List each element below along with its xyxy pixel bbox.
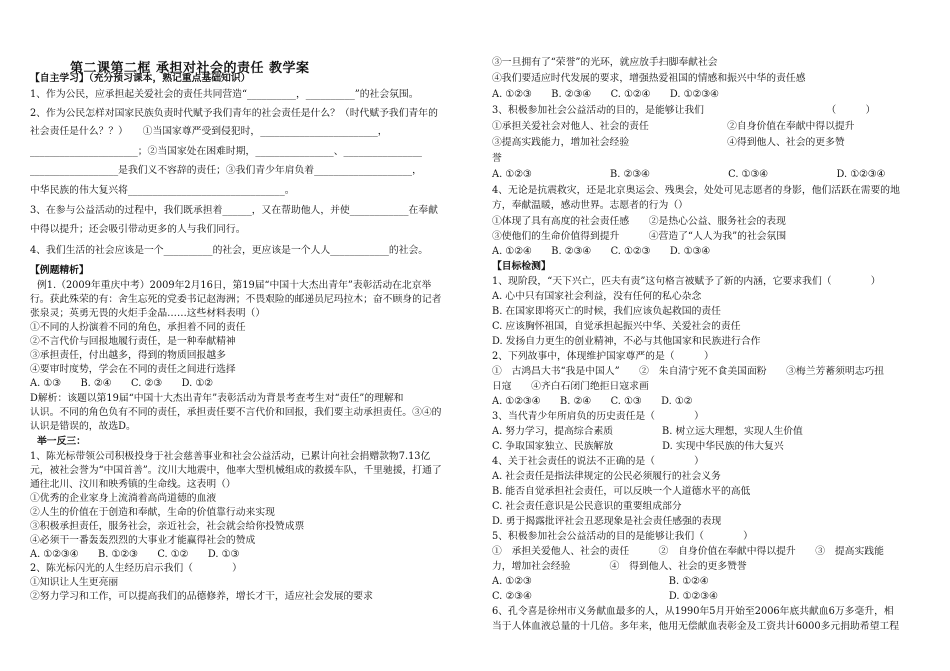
text-line: ③提高实践能力，增加社会经验 ④得到他人、社会的更多赞 — [492, 137, 845, 148]
text-line: 行。获此殊荣的有：舍生忘死的党委书记赵海洲；不畏艰险的邮递员尼玛拉木；奋不顾身的记者 — [30, 294, 442, 305]
text-line: ① 承担关爱他人、社会的责任 ② 自身价值在奉献中得以提升 ③ 提高实践能 — [492, 546, 884, 557]
section-heading-practice: 举一反三： — [37, 436, 86, 447]
text-line: 元，被社会誉为“中国首善”。汶川大地震中，他率大型机械组成的救援车队，千里驰援，打通了 — [30, 465, 442, 476]
text-line: ______________________；②当国家处在困难时期，________________、________________ — [30, 146, 422, 157]
text-line: 1、陈光标带领公司积极投身于社会慈善事业和社会公益活动，已累计向社会捐赠款物7.13亿 — [30, 451, 431, 462]
text-line: 社会责任是什么？？） ①当国家尊严受到侵犯时，________________________， — [30, 126, 388, 137]
text-line: 3、当代青少年所肩负的历史责任是（ ） — [492, 411, 704, 422]
text-line: C. 应该胸怀祖国，自觉承担起振兴中华、关爱社会的责任 — [492, 321, 741, 332]
text-line: A. ①②③ B. ②③④ C. ①③④ D. ①②③④ — [492, 169, 886, 180]
section-heading-examples: 【例题精析】 — [30, 265, 89, 276]
text-line: 例1.（2009年重庆中考）2009年2月16日，第19届“中国十大杰出青年”表彰活动在北京举 — [37, 280, 432, 291]
text-line: ①优秀的企业家身上流淌着高尚道德的血液 — [30, 493, 217, 504]
text-line: D. 发扬自力更生的创业精神，不必与其他国家和民族进行合作 — [492, 336, 761, 347]
text-line: 力，增加社会经验 ④ 得到他人、社会的更多赞誉 — [492, 561, 747, 572]
text-line: A. ①②③ B. ②③④ C. ①②④ D. ①②③④ — [492, 89, 719, 100]
text-line: A. ①②③ B. ①②④ — [492, 576, 709, 587]
text-line: 方，奉献温暖，感动世界。志愿者的行为（） — [492, 200, 688, 211]
text-line: ④必须干一番轰轰烈烈的大事业才能赢得社会的赞成 — [30, 535, 256, 546]
text-line: D解析：该题以第19届“中国十大杰出青年”表彰活动为背景考查考生对“责任”的理解和 — [30, 393, 404, 404]
text-line: ③一旦拥有了“荣誉”的光环，就应放手扫脚奉献社会 — [492, 57, 718, 68]
section-heading-self-study: 【自主学习】（充分预习课本，熟记重点基础知识） — [30, 73, 251, 84]
section-heading-target-check: 【目标检测】 — [492, 261, 551, 272]
text-line: ②人生的价值在于创造和奉献，生命的价值靠行动来实现 — [30, 507, 275, 518]
text-line: ①知识让人生更亮丽 — [30, 577, 119, 588]
text-line: C. 社会责任意识是公民意识的重要组成部分 — [492, 501, 682, 512]
text-line: A. 心中只有国家社会利益，没有任何的私心杂念 — [492, 291, 702, 302]
text-line: ①承担关爱社会对他人、社会的责任 ②自身价值在奉献中得以提升 — [492, 121, 855, 132]
text-line: 1、现阶段，“天下兴亡，匹夫有责”这句格言被赋予了新的内涵，它要求我们（ ） — [492, 276, 881, 287]
text-line: ②努力学习和工作，可以提高我们的品德修养，增长才干，适应社会发展的要求 — [30, 591, 373, 602]
text-line: 5、积极参加社会公益活动的目的是能够让我们（ ） — [492, 531, 753, 542]
text-line: 日寇 ④齐白石闭门绝拒日寇求画 — [492, 381, 649, 392]
text-line: A. ①③ B. ②④ C. ②③ D. ①② — [30, 378, 213, 389]
text-line: 当于人体血液总量的十几倍。多年来，他用无偿献血表彰金及工资共计6000多元捐助希望工程 — [492, 621, 900, 632]
text-line: A. ①②③④ B. ①②③ C. ①② D. ①③ — [30, 549, 240, 560]
text-line: 誉 — [492, 153, 502, 164]
text-line: 2、陈光标闪光的人生经历启示我们（ ） — [30, 563, 242, 574]
text-line: ③使他们的生命价值得到提升 ④营造了“人人为我”的社会氛围 — [492, 231, 787, 242]
text-line: A. ①②③④ B. ②④ C. ①③ D. ①② — [492, 396, 693, 407]
text-line: 3、在参与公益活动的过程中，我们既承担着______，又在帮助他人，并使____________在奉献 — [30, 205, 438, 216]
text-line: 6、孔令喜是徐州市义务献血最多的人，从1990年5月开始至2006年底共献血6万多毫升，相 — [492, 606, 894, 617]
text-line: 4、我们生活的社会应该是一个__________的社会，更应该是一个人人____________的社会。 — [30, 245, 429, 256]
text-line: ① 古鸿昌大书“我是中国人” ② 朱自清宁死不食美国面粉 ③梅兰芳蓄须明志巧扭 — [492, 366, 885, 377]
text-line: 2、下列故事中，体现维护国家尊严的是（ ） — [492, 351, 714, 362]
page-title: 第二课第二框 承担对社会的责任 教学案 — [70, 61, 310, 76]
text-line: __________________是我们义不容辞的责任；③我们青少年肩负着____________________， — [30, 165, 422, 176]
text-line: D. 勇于揭露批评社会丑恶现象是社会责任感强的表现 — [492, 516, 722, 527]
text-line: 2、作为公民怎样对国家民族负责时代赋予我们青年的社会责任是什么？（时代赋予我们青年的 — [30, 108, 438, 119]
text-line: A. 努力学习，提高综合素质 B. 树立远大理想，实现人生价值 — [492, 426, 803, 437]
text-line: 中华民族的伟大复兴将________________________________。 — [30, 185, 295, 196]
text-line: 4、无论是抗震救灾，还是北京奥运会、残奥会，处处可见志愿者的身影，他们活跃在需要的地 — [492, 185, 900, 196]
text-line: 1、作为公民，应承担起关爱社会的责任共同营造“__________，__________”的社会氛围。 — [30, 89, 419, 100]
text-line: B. 能否自觉承担社会责任，可以反映一个人道德水平的高低 — [492, 486, 751, 497]
text-line: 认识。不同的角色负有不同的责任，承担责任要不言代价和回报，我们要主动承担责任。③④的 — [30, 407, 442, 418]
text-line: ③承担责任，付出越多，得到的物质回报越多 — [30, 350, 226, 361]
text-line: A. 社会责任是指法律规定的公民必须履行的社会义务 — [492, 471, 721, 482]
text-line: 3、积极参加社会公益活动的目的，是能够让我们 （ ） — [492, 105, 876, 116]
text-line: 通往北川、汶川和映秀镇的生命线。这表明（） — [30, 479, 236, 490]
text-line: A. ①②④ B. ②③④ C. ①②③ D. ①③④ — [492, 246, 711, 257]
text-line: ④我们要适应时代发展的要求，增强热爱祖国的情感和振兴中华的责任感 — [492, 73, 806, 84]
text-line: 认识是错误的，故选D。 — [30, 421, 136, 432]
text-line: 张泉灵；英勇无畏的火炬手金晶……这些材料表明（） — [30, 308, 266, 319]
text-line: ④要审时度势，学会在不同的责任之间进行选择 — [30, 364, 236, 375]
text-line: ②不言代价与回报地履行责任，是一种奉献精神 — [30, 336, 236, 347]
text-line: ③积极承担责任，服务社会，亲近社会，社会就会给你投赞成票 — [30, 521, 305, 532]
text-line: C. ②③④ D. ①②③④ — [492, 591, 718, 602]
text-line: C. 争取国家独立、民族解放 D. 实现中华民族的伟大复兴 — [492, 441, 784, 452]
text-line: ①不同的人扮演着不同的角色，承担着不同的责任 — [30, 322, 246, 333]
text-line: ①体现了具有高度的社会责任感 ②是热心公益、服务社会的表现 — [492, 216, 786, 227]
text-line: B. 在国家即将灭亡的时候，我们应该负起救国的责任 — [492, 306, 721, 317]
text-line: 4、关于社会责任的说法不正确的是（ ） — [492, 456, 704, 467]
text-line: 中得以提升；还会吸引带动更多的人与我们同行。 — [30, 224, 246, 235]
